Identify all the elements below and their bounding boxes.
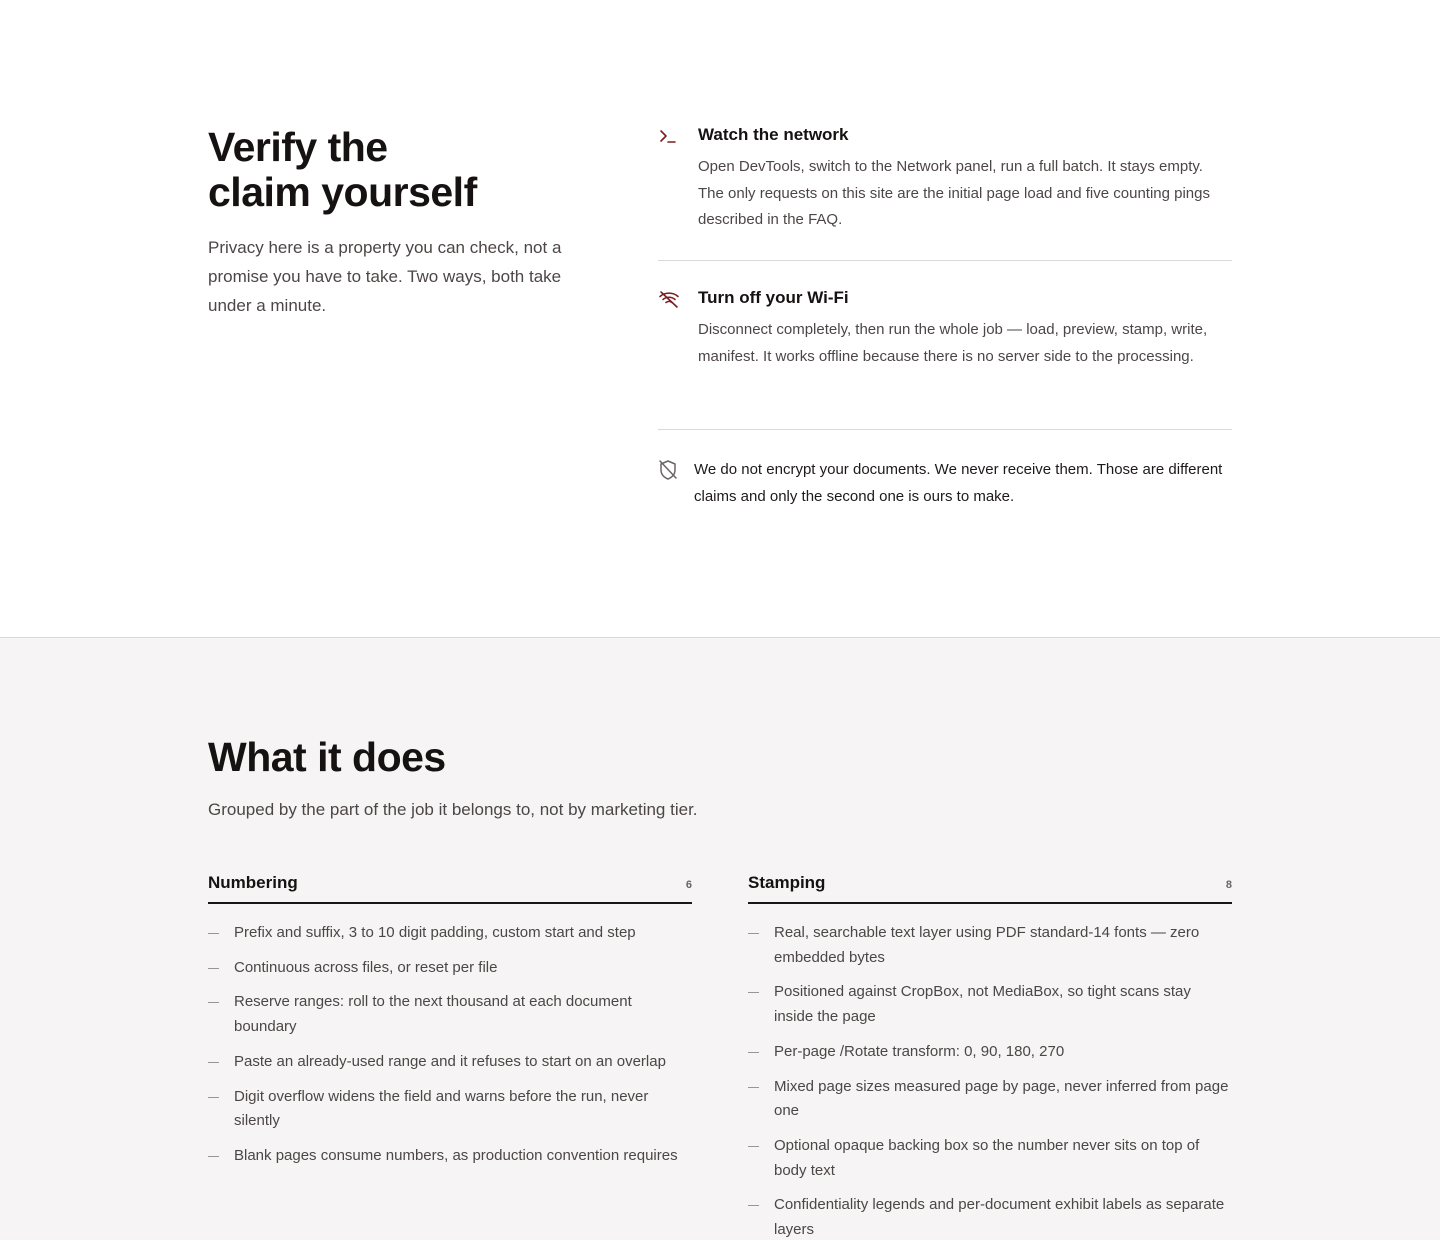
group-name: Stamping bbox=[748, 873, 826, 892]
dash-bullet-icon bbox=[208, 1097, 219, 1098]
list-item bbox=[748, 1075, 1232, 1124]
encryption-note bbox=[658, 457, 1232, 510]
method-text: Open DevTools, switch to the Network panel, run a full batch. It stays empty. The only requests on this site are the initial page load and five counting pings described in the FAQ. bbox=[698, 158, 1210, 228]
verify-title bbox=[208, 125, 598, 215]
dash-bullet-icon bbox=[748, 933, 759, 934]
list-item-text: Positioned against CropBox, not MediaBox, so tight scans stay inside the page bbox=[774, 983, 1191, 1026]
verify-lead: Privacy here is a property you can check, not a promise you have to take. Two ways, both take under a minute. bbox=[208, 238, 562, 315]
method-heading: Watch the network bbox=[698, 125, 849, 144]
list-item-text: Real, searchable text layer using PDF standard-14 fonts — zero embedded bytes bbox=[774, 924, 1200, 966]
divider bbox=[658, 260, 1232, 261]
dash-bullet-icon bbox=[748, 1052, 759, 1053]
verify-title-line1: Verify the bbox=[208, 124, 388, 170]
group-header bbox=[208, 869, 692, 904]
verify-title-line2: claim yourself bbox=[208, 169, 477, 215]
feature-list bbox=[748, 921, 1232, 1243]
list-item bbox=[748, 921, 1232, 970]
dash-bullet-icon bbox=[208, 968, 219, 969]
terminal-icon bbox=[658, 126, 680, 146]
list-item bbox=[748, 1134, 1232, 1183]
dash-bullet-icon bbox=[748, 1087, 759, 1088]
list-item-text: Prefix and suffix, 3 to 10 digit padding, custom start and step bbox=[234, 924, 636, 941]
feature-list bbox=[208, 921, 692, 1169]
dash-bullet-icon bbox=[748, 992, 759, 993]
list-item bbox=[748, 1040, 1232, 1065]
dash-bullet-icon bbox=[208, 1002, 219, 1003]
dash-bullet-icon bbox=[208, 933, 219, 934]
list-item-text: Confidentiality legends and per-document exhibit labels as separate layers bbox=[774, 1196, 1225, 1239]
dash-bullet-icon bbox=[208, 1156, 219, 1157]
list-item-text: Blank pages consume numbers, as production convention requires bbox=[234, 1146, 678, 1164]
feature-group-stamping bbox=[748, 869, 1232, 1253]
list-item-text: Digit overflow widens the field and warns before the run, never silently bbox=[234, 1087, 649, 1130]
verify-intro bbox=[208, 125, 598, 320]
group-name: Numbering bbox=[208, 873, 298, 892]
divider bbox=[658, 429, 1232, 430]
list-item-text: Per-page /Rotate transform: 0, 90, 180, 270 bbox=[774, 1042, 1065, 1060]
list-item-text: Mixed page sizes measured page by page, never inferred from page one bbox=[774, 1077, 1229, 1120]
list-item bbox=[208, 1085, 692, 1134]
group-header bbox=[748, 869, 1232, 904]
dash-bullet-icon bbox=[748, 1205, 759, 1206]
list-item-text: Optional opaque backing box so the number never sits on top of body text bbox=[774, 1136, 1200, 1179]
list-item bbox=[208, 956, 692, 981]
shield-off-icon bbox=[658, 459, 678, 481]
dash-bullet-icon bbox=[748, 1146, 759, 1147]
list-item-text: Continuous across files, or reset per file bbox=[234, 958, 498, 976]
wifi-off-icon bbox=[658, 289, 680, 309]
list-item bbox=[208, 990, 692, 1039]
list-item bbox=[748, 1193, 1232, 1242]
feature-group-numbering bbox=[208, 869, 692, 1179]
list-item bbox=[208, 921, 692, 946]
list-item bbox=[208, 1050, 692, 1075]
method-wifi-off bbox=[658, 287, 1232, 370]
list-item bbox=[208, 1144, 692, 1169]
group-count-badge: 6 bbox=[685, 879, 692, 891]
note-text: We do not encrypt your documents. We never receive them. Those are different claims and only the second one is ours to make. bbox=[694, 461, 1223, 505]
list-item-text: Reserve ranges: roll to the next thousand at each document boundary bbox=[234, 993, 632, 1036]
dash-bullet-icon bbox=[208, 1062, 219, 1063]
features-subtitle: Grouped by the part of the job it belongs to, not by marketing tier. bbox=[208, 800, 698, 819]
list-item-text: Paste an already-used range and it refuses to start on an overlap bbox=[234, 1052, 666, 1070]
method-text: Disconnect completely, then run the whole job — load, preview, stamp, write, manifest. It works offline because there is no server side to the processing. bbox=[698, 321, 1208, 365]
method-heading: Turn off your Wi-Fi bbox=[698, 288, 849, 307]
method-watch-network bbox=[658, 124, 1232, 234]
features-title: What it does bbox=[208, 734, 446, 780]
list-item bbox=[748, 980, 1232, 1029]
group-count-badge: 8 bbox=[1225, 879, 1232, 891]
